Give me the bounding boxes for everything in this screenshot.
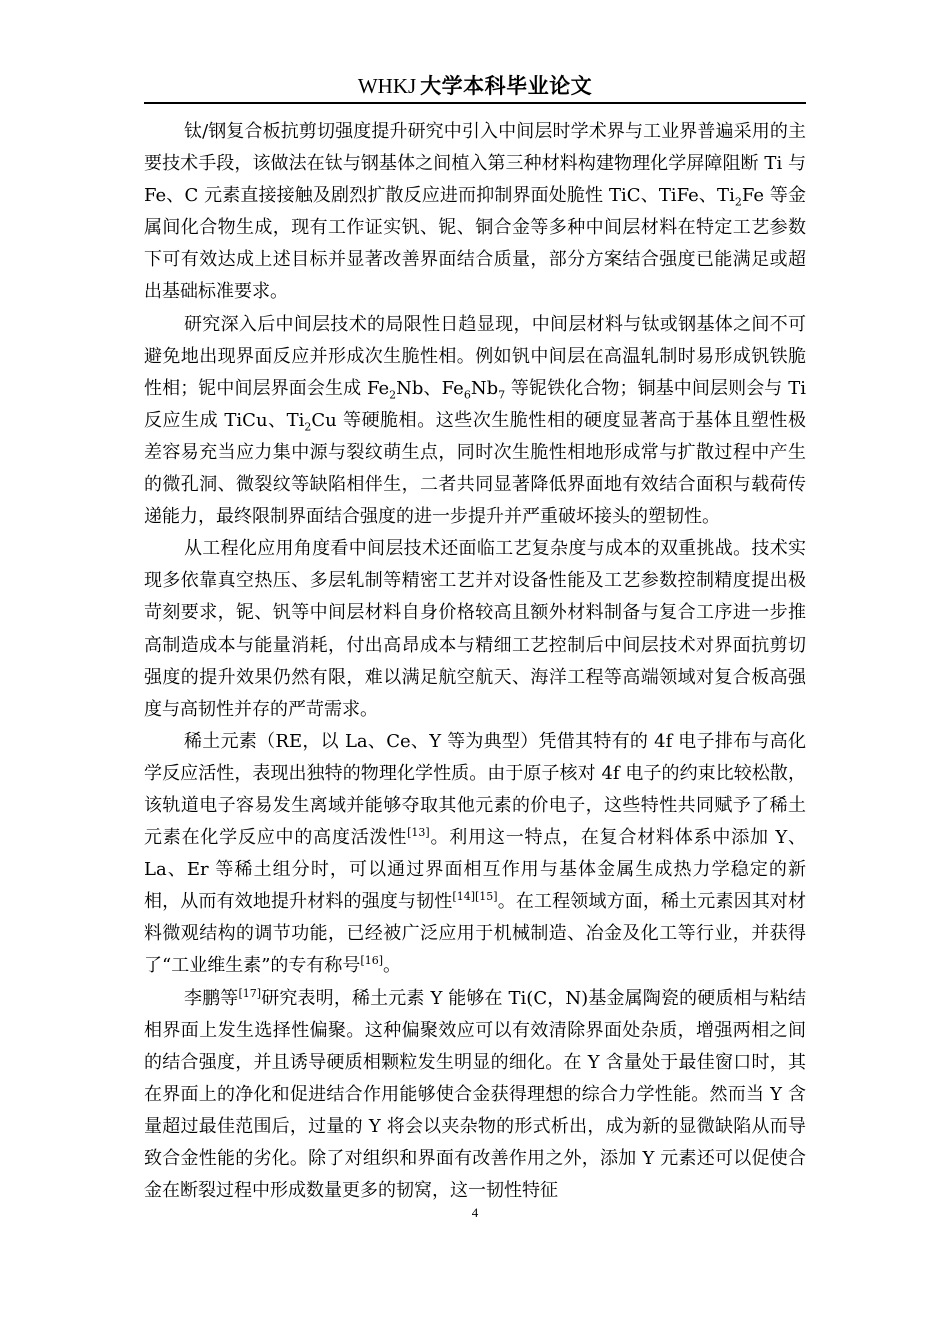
text-run: 李鹏等: [184, 987, 239, 1009]
text-run: Nb: [470, 377, 499, 399]
text-run: Cu 等硬脆相。这些次生脆性相的硬度显著高于基体且塑性极差容易充当应力集中源与裂纹萌生点，同时次生脆性相地形成常与扩散过程中产生的微孔洞、微裂纹等缺陷相伴生，二者共同显著降低界面地有效结合面积与载荷传递能力，最终限制界面结合强度的进一步提升并严重破坏接头的塑韧性。: [144, 409, 806, 528]
page-number: 4: [471, 1205, 479, 1220]
citation-superscript: [16]: [360, 954, 383, 968]
citation-superscript: [14][15]: [452, 890, 498, 904]
paragraph: [144, 726, 806, 983]
text-run: 。: [383, 955, 401, 977]
text-run: Nb、Fe: [396, 377, 464, 399]
text-run: 。在工程领域方面，稀土元素因其对材料微观结构的调节功能，已经被广泛应用于机械制造、冶金及化工等行业，并获得了“工业维生素”的专有称号: [144, 891, 807, 977]
body-text: [144, 116, 806, 1207]
header-title: [358, 72, 592, 100]
citation-superscript: [13]: [407, 826, 430, 840]
text-run: 从工程化应用角度看中间层技术还面临工艺复杂度与成本的双重挑战。技术实现多依靠真空热压、多层轧制等精密工艺并对设备性能及工艺参数控制精度提出极苛刻要求，铌、钒等中间层材料自身价格较高且额外材料制备与复合工序进一步推高制造成本与能量消耗，付出高昂成本与精细工艺控制后中间层技术对界面抗剪切强度的提升效果仍然有限，难以满足航空航天、海洋工程等高端领域对复合板高强度与高韧性并存的严苛需求。: [144, 538, 806, 720]
running-header: [144, 72, 806, 104]
citation-superscript: [17]: [238, 986, 262, 1000]
paragraph: [144, 116, 806, 309]
text-run: 钛/钢复合板抗剪切强度提升研究中引入中间层时学术界与工业界普遍采用的主要技术手段，该做法在钛与钢基体之间植入第三种材料构建物理化学屏障阻断 Ti 与 Fe、C 元素直接接触及剧烈扩散反应进而抑制界面处脆性 TiC、TiFe、Ti: [144, 121, 806, 207]
subscript: 6: [463, 388, 471, 402]
paragraph: [144, 309, 806, 534]
subscript: 2: [389, 388, 397, 402]
subscript: 7: [498, 388, 506, 402]
header-university-code: WHKJ: [357, 74, 417, 98]
paragraph: [144, 533, 806, 726]
text-run: 等铌铁化合物；铜基中间层则会与 Ti 反应生成 TiCu、Ti: [144, 377, 806, 431]
text-run: 稀土元素（RE，以 La、Ce、Y 等为典型）凭借其特有的 4f 电子排布与高化学反应活性，表现出独特的物理化学性质。由于原子核对 4f 电子的约束比较松散，该轨道电子容易发生离域并能够夺取其他元素的价电子，这些特性共同赋予了稀土元素在化学反应中的高度活泼性: [144, 730, 806, 849]
subscript: 2: [734, 195, 742, 209]
header-thesis-label: 大学本科毕业论文: [420, 73, 593, 98]
subscript: 2: [304, 420, 312, 434]
text-run: Fe 等金属间化合物生成，现有工作证实钒、铌、铜合金等多种中间层材料在特定工艺参数下可有效达成上述目标并显著改善界面结合质量，部分方案结合强度已能满足或超出基础标准要求。: [144, 185, 806, 303]
text-run: 。利用这一特点，在复合材料体系中添加 Y、La、Er 等稀土组分时，可以通过界面相互作用与基体金属生成热力学稳定的新相，从而有效地提升材料的强度与韧性: [144, 827, 806, 913]
paragraph: [144, 983, 806, 1208]
text-run: 研究深入后中间层技术的局限性日趋显现，中间层材料与钛或钢基体之间不可避免地出现界面反应并形成次生脆性相。例如钒中间层在高温轧制时易形成钒铁脆性相；铌中间层界面会生成 Fe: [144, 313, 806, 399]
text-run: 研究表明，稀土元素 Y 能够在 Ti(C，N)基金属陶瓷的硬质相与粘结相界面上发生选择性偏聚。这种偏聚效应可以有效清除界面处杂质，增强两相之间的结合强度，并且诱导硬质相颗粒发生明显的细化。在 Y 含量处于最佳窗口时，其在界面上的净化和促进结合作用能够使合金获得理想的综合力学性能。然而当 Y 含量超过最佳范围后，过量的 Y 将会以夹杂物的形式析出，成为新的显微缺陷从而导致合金性能的劣化。除了对组织和界面有改善作用之外，添加 Y 元素还可以促使合金在断裂过程中形成数量更多的韧窝，这一韧性特征: [144, 987, 806, 1202]
